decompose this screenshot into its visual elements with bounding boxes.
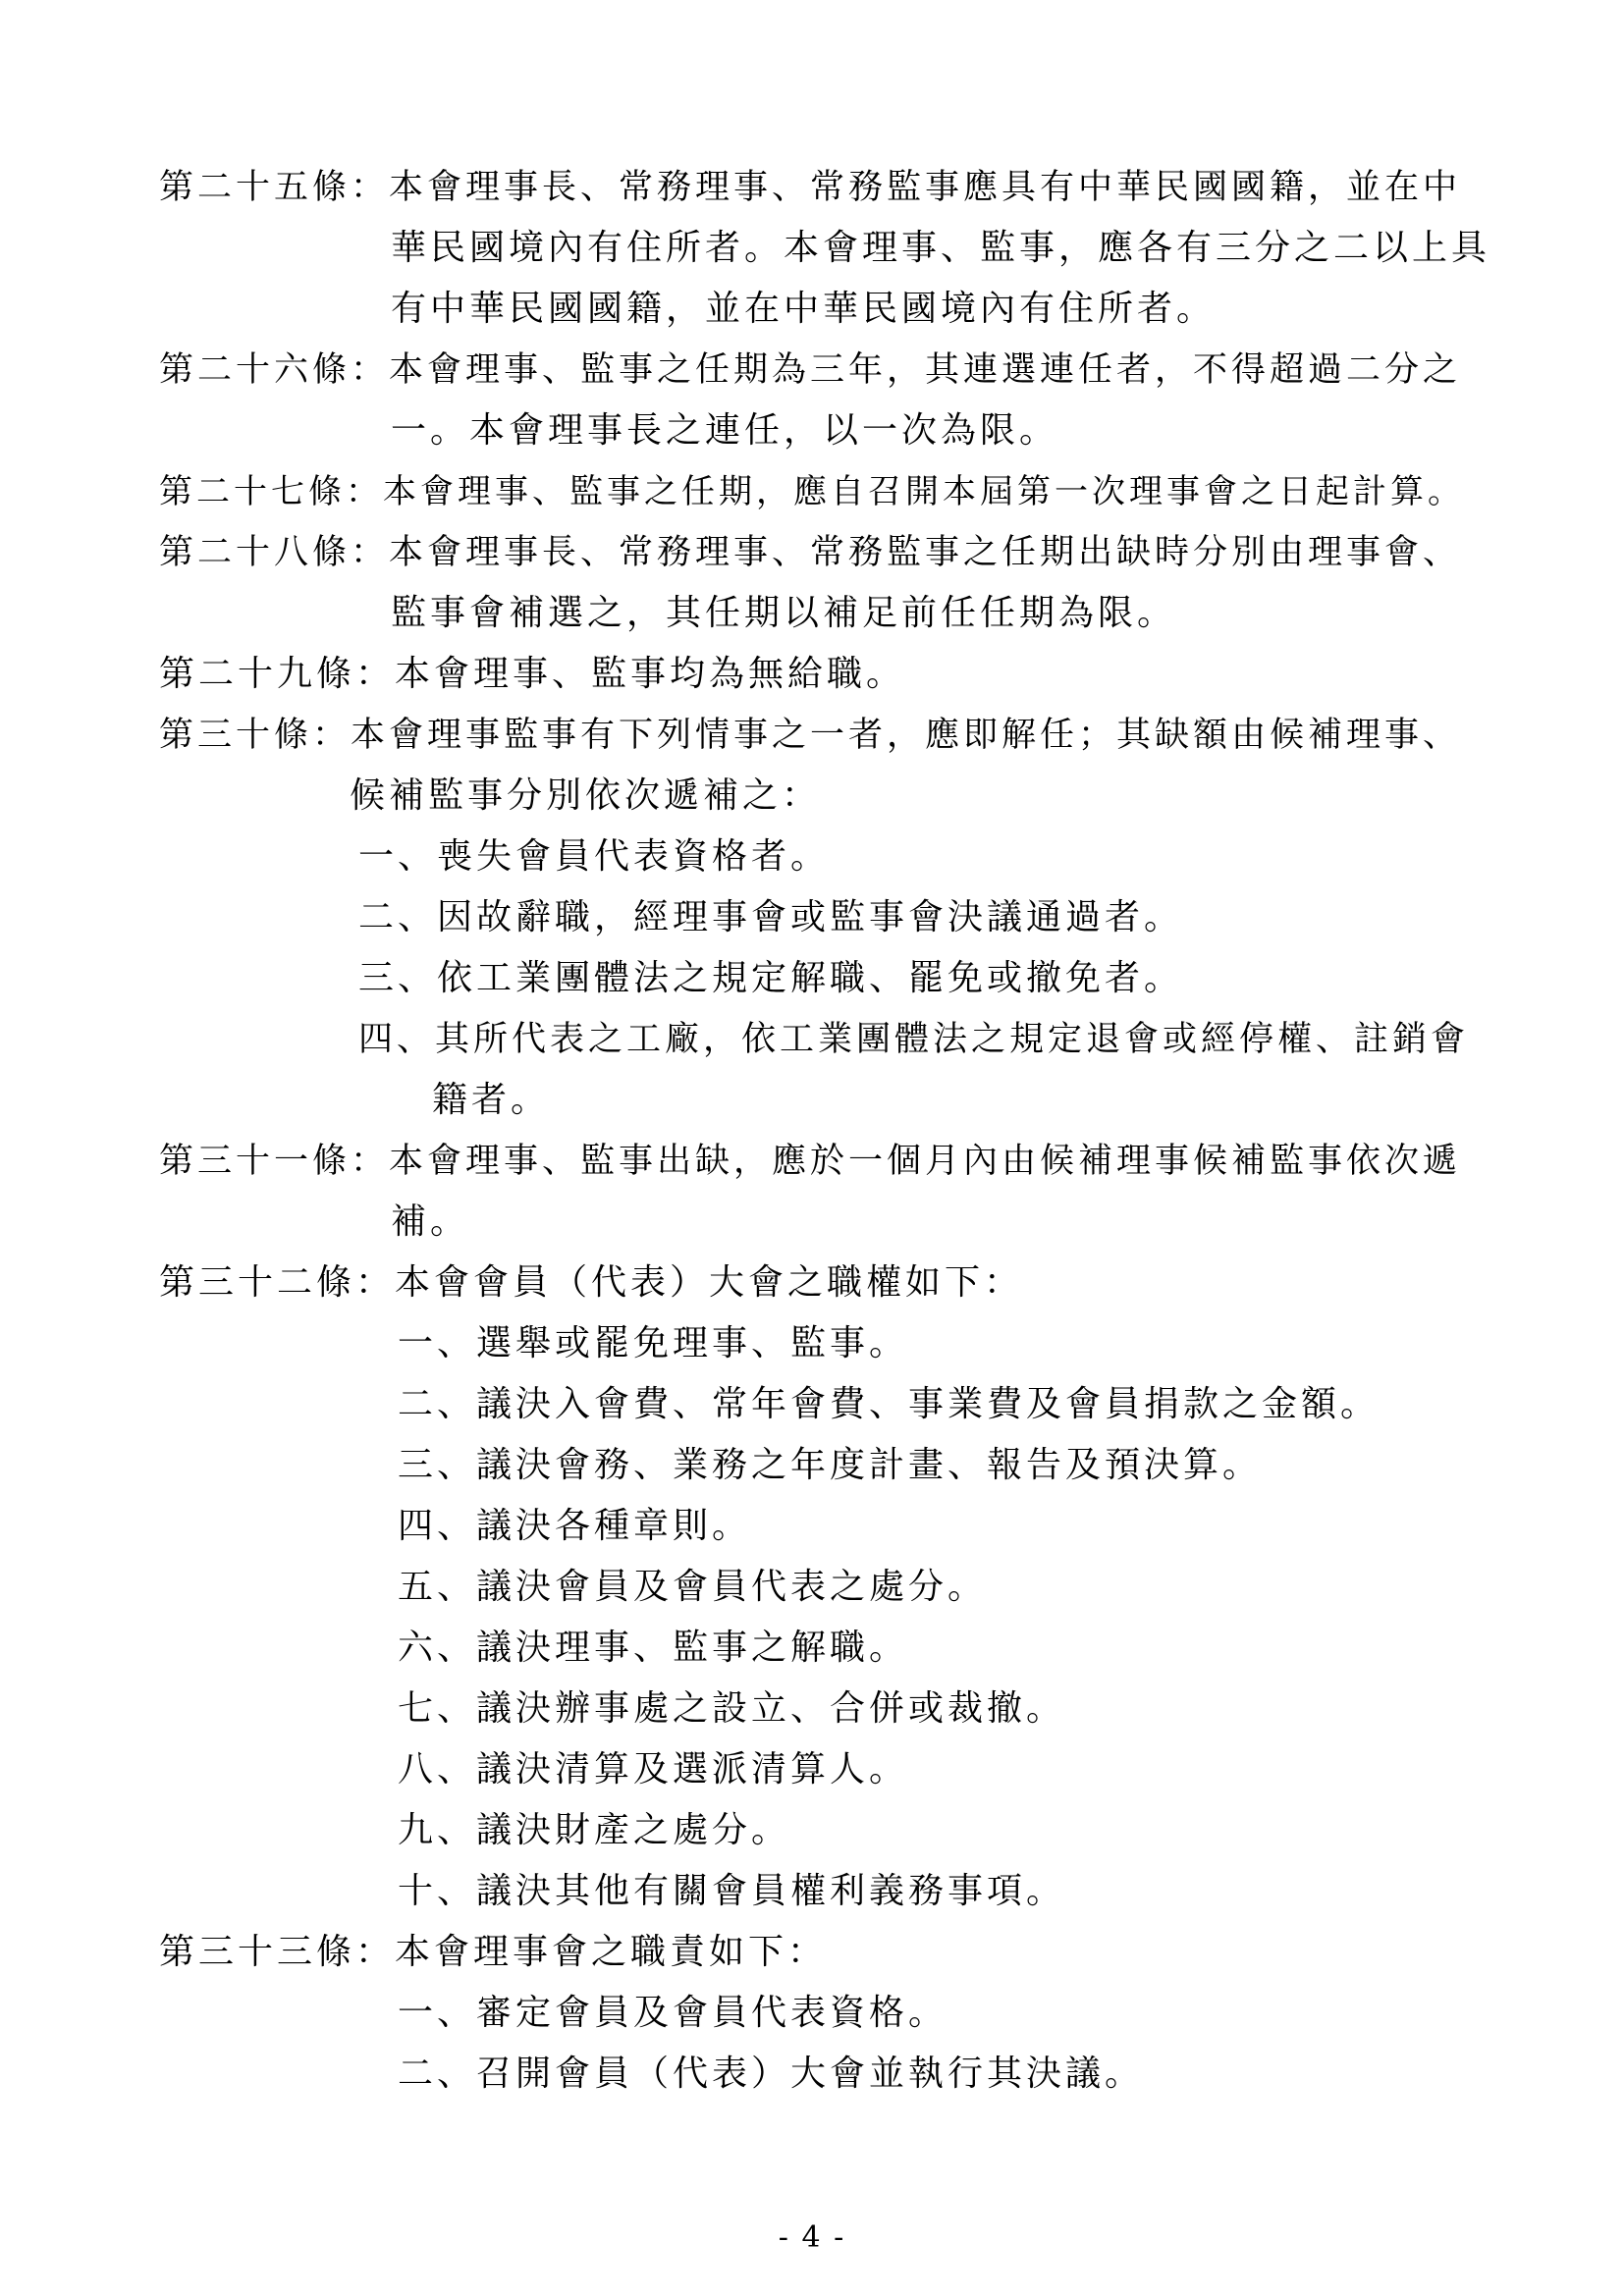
article-30-line-2: 候補監事分別依次遞補之： [350, 775, 822, 816]
article-30-item-4-cont: 籍者。 [432, 1080, 551, 1120]
article-25-line-1: 第二十五條：本會理事長、常務理事、常務監事應具有中華民國國籍，並在中 [159, 168, 1462, 207]
article-32-item-5: 五、議決會員及會員代表之處分。 [398, 1567, 988, 1607]
article-32-item-6: 六、議決理事、監事之解職。 [398, 1628, 909, 1668]
article-31-line-2: 補。 [391, 1201, 470, 1242]
article-32-item-2: 二、議決入會費、常年會費、事業費及會員捐款之金額。 [398, 1384, 1380, 1424]
article-28-line-2: 監事會補選之，其任期以補足前任任期為限。 [391, 593, 1177, 633]
article-28-line-1: 第二十八條：本會理事長、常務理事、常務監事之任期出缺時分別由理事會、 [159, 533, 1462, 572]
article-29-line-1: 第二十九條：本會理事、監事均為無給職。 [159, 654, 906, 694]
article-30-line-1: 第三十條：本會理事監事有下列情事之一者，應即解任；其缺額由候補理事、 [159, 716, 1462, 755]
article-32-item-9: 九、議決財產之處分。 [398, 1810, 791, 1850]
page-number: - 4 - [778, 2220, 846, 2255]
article-30-item-4: 四、其所代表之工廠，依工業團體法之規定退會或經停權、註銷會 [358, 1020, 1470, 1059]
article-33-item-2: 二、召開會員（代表）大會並執行其決議。 [398, 2054, 1145, 2094]
article-33-line-1: 第三十三條：本會理事會之職責如下： [159, 1932, 828, 1972]
article-32-item-4: 四、議決各種章則。 [398, 1506, 752, 1546]
article-27-line-1: 第二十七條：本會理事、監事之任期，應自召開本屆第一次理事會之日起計算。 [159, 472, 1465, 511]
article-32-line-1: 第三十二條：本會會員（代表）大會之職權如下： [159, 1262, 1024, 1303]
article-30-item-2: 二、因故辭職，經理事會或監事會決議通過者。 [358, 897, 1184, 937]
article-33-item-1: 一、審定會員及會員代表資格。 [398, 1993, 948, 2033]
article-30-item-3: 三、依工業團體法之規定解職、罷免或撤免者。 [358, 958, 1184, 998]
article-26-line-2: 一。本會理事長之連任，以一次為限。 [391, 410, 1059, 451]
article-30-item-1: 一、喪失會員代表資格者。 [358, 836, 831, 877]
article-32-item-3: 三、議決會務、業務之年度計畫、報告及預決算。 [398, 1445, 1263, 1485]
article-25-line-2: 華民國境內有住所者。本會理事、監事，應各有三分之二以上具 [391, 228, 1491, 268]
article-32-item-1: 一、選舉或罷免理事、監事。 [398, 1323, 909, 1363]
article-31-line-1: 第三十一條：本會理事、監事出缺，應於一個月內由候補理事候補監事依次遞 [159, 1142, 1462, 1181]
article-32-item-10: 十、議決其他有關會員權利義務事項。 [398, 1871, 1066, 1911]
article-32-item-7: 七、議決辦事處之設立、合併或裁撤。 [398, 1688, 1066, 1729]
article-25-line-3: 有中華民國國籍，並在中華民國境內有住所者。 [391, 289, 1217, 329]
article-26-line-1: 第二十六條：本會理事、監事之任期為三年，其連選連任者，不得超過二分之 [159, 350, 1462, 390]
article-32-item-8: 八、議決清算及選派清算人。 [398, 1749, 909, 1789]
